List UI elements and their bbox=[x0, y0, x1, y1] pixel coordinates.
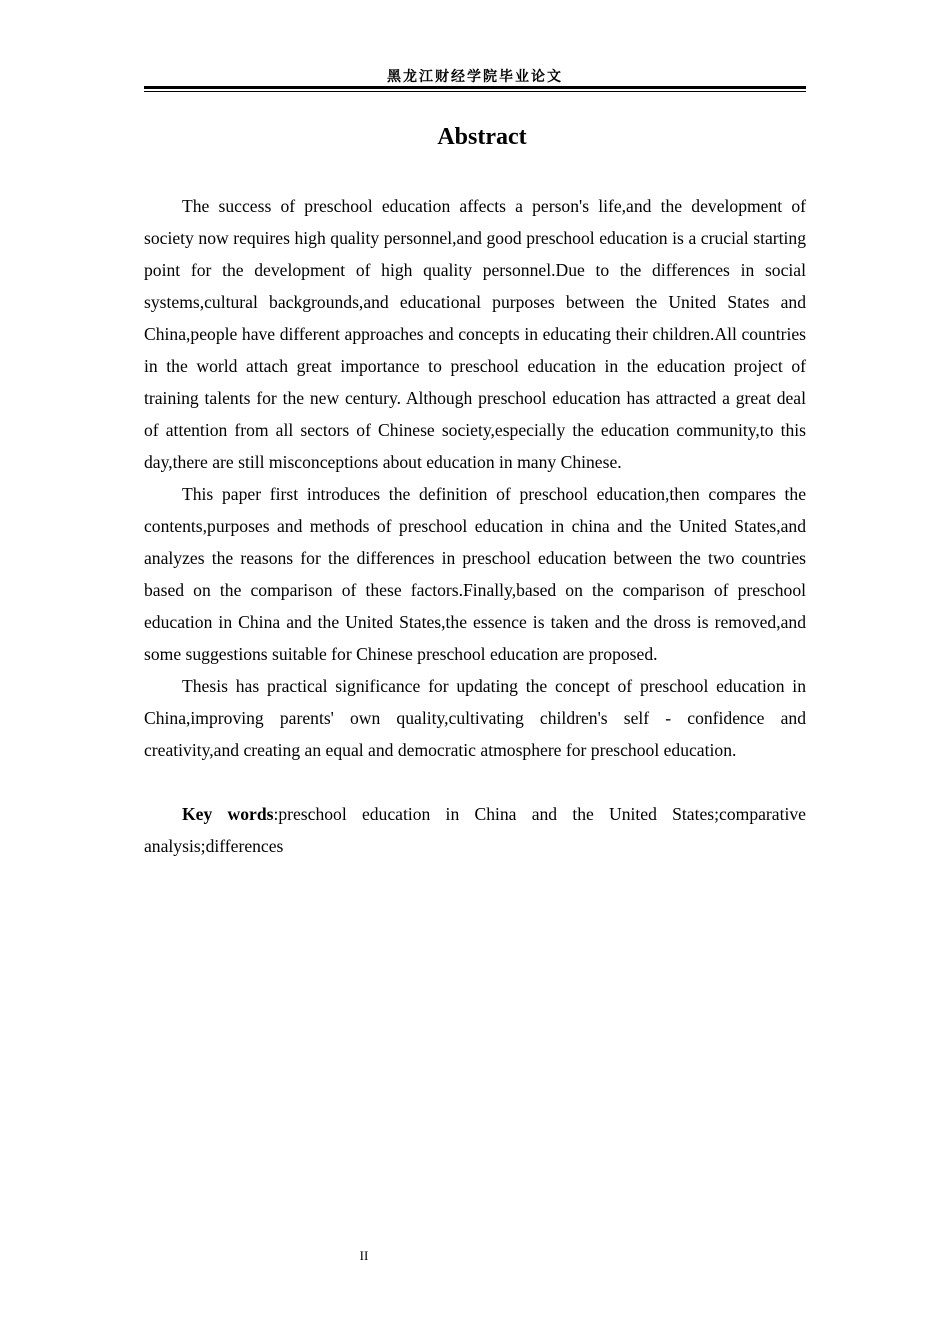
keywords-label: Key words bbox=[182, 804, 274, 824]
abstract-paragraph-3: Thesis has practical significance for updating the concept of preschool education in China,improving parents' own quality,cultivating children's self - confidence and creativity,and creating an equal and democratic atmosphere for preschool education. bbox=[144, 676, 806, 760]
header-rule-thick bbox=[144, 86, 806, 89]
abstract-title: Abstract bbox=[437, 124, 527, 150]
keywords-line bbox=[144, 798, 806, 862]
header-title: 黑龙江财经学院毕业论文 bbox=[387, 69, 563, 85]
abstract-paragraph-2: This paper first introduces the definition of preschool education,then compares the contents,purposes and methods of preschool education in china and the United States,and analyzes the reasons for the differences in preschool education between the two countries based on the comparison of these factors.Finally,based on the comparison of preschool education in China and the United States,the essence is taken and the dross is removed,and some suggestions suitable for Chinese preschool education are proposed. bbox=[144, 484, 806, 664]
header-rule-thin bbox=[144, 91, 806, 92]
keywords-text: :preschool education in China and the United States;comparative analysis;differences bbox=[144, 804, 806, 856]
abstract-body bbox=[144, 190, 806, 862]
page-number: II bbox=[359, 1248, 369, 1263]
abstract-paragraph-1: The success of preschool education affects a person's life,and the development of society now requires high quality personnel,and good preschool education is a crucial starting point for the development of high quality personnel.Due to the differences in social systems,cultural backgrounds,and educational purposes between the United States and China,people have different approaches and concepts in educating their children.All countries in the world attach great importance to preschool education in the education project of training talents for the new century. Although preschool education has attracted a great deal of attention from all sectors of Chinese society,especially the education community,to this day,there are still misconceptions about education in many Chinese. bbox=[144, 196, 806, 472]
